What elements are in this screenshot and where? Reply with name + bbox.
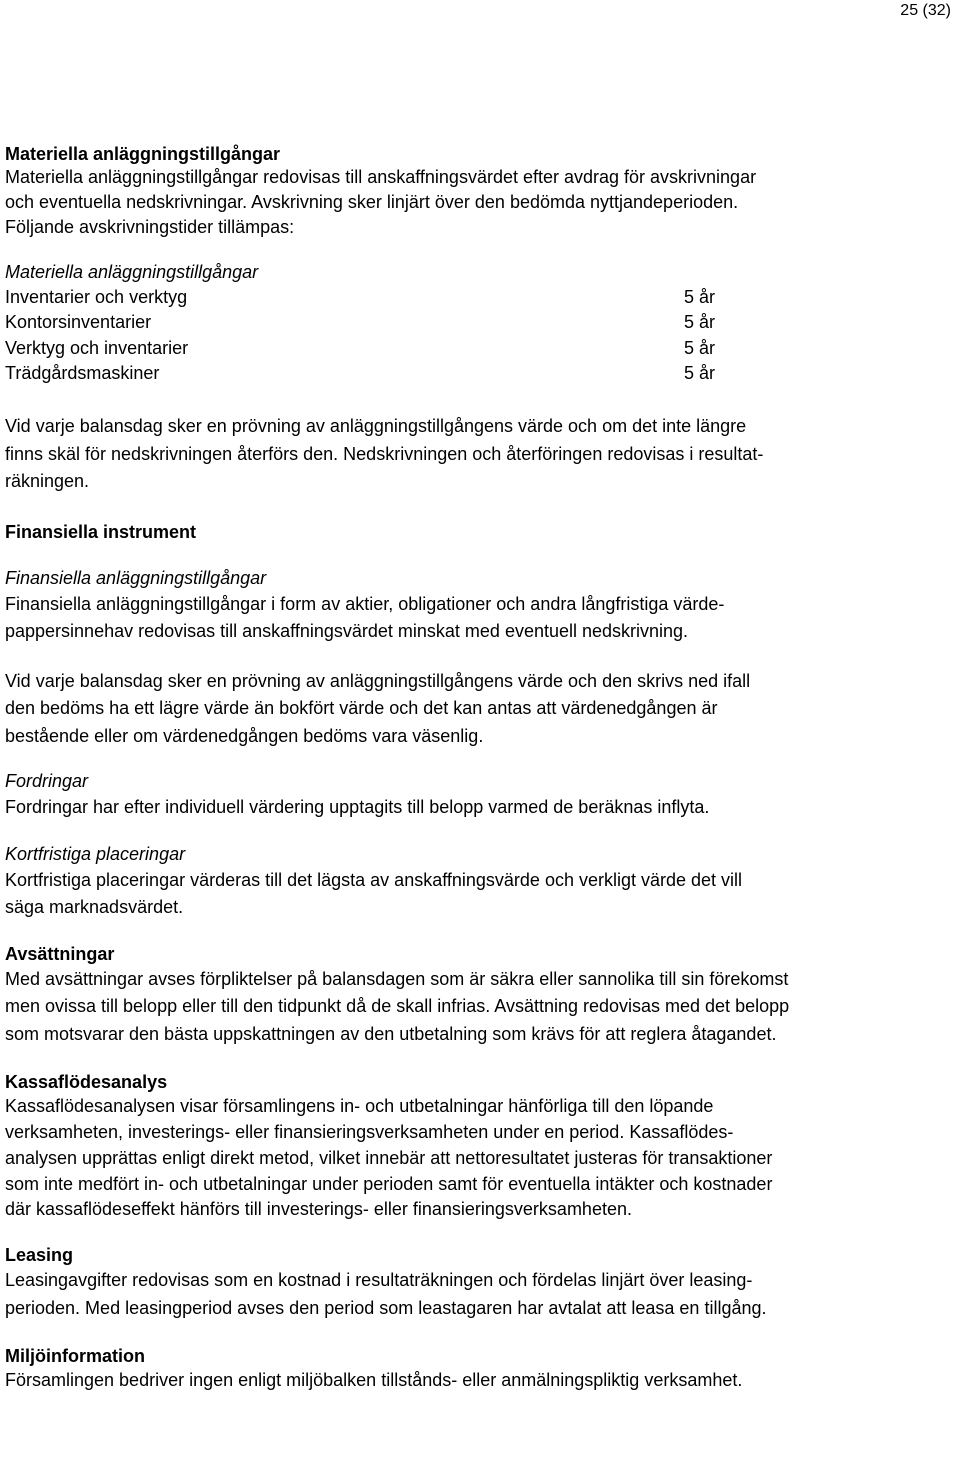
- paragraph-finansiella-impairment: Vid varje balansdag sker en prövning av anläggningstillgångens värde och den skrivs ned ifall den bedöms ha ett lägre värde än bokfört värde och det kan antas att värdenedgången är bestående eller om värdenedgången bedöms vara väsenlig.: [5, 670, 751, 746]
- subheading-fordringar: Fordringar: [5, 771, 89, 792]
- heading-leasing: Leasing: [5, 1245, 74, 1266]
- page-number: 25 (32): [900, 2, 951, 19]
- paragraph-finansiella: Finansiella anläggningstillgångar i form av aktier, obligationer och andra långfristiga värde- pappersinnehav redovisas till anskaffningsvärdet minskat med eventuell nedskrivning.: [5, 593, 725, 642]
- depreciation-row: Kontorsinventarier 5 år: [5, 312, 715, 333]
- depreciation-row: Trädgårdsmaskiner 5 år: [5, 362, 715, 383]
- paragraph-fordringar: Fordringar har efter individuell värdering upptagits till belopp varmed de beräknas inflyta.: [5, 797, 710, 818]
- subheading-finansiella: Finansiella anläggningstillgångar: [5, 567, 267, 588]
- document-body: [5, 143, 945, 1393]
- subheading-kortfristiga: Kortfristiga placeringar: [5, 843, 186, 864]
- paragraph-kortfristiga: Kortfristiga placeringar värderas till det lägsta av anskaffningsvärde och verkligt värde det vill säga marknadsvärdet.: [5, 869, 743, 918]
- depreciation-row: Inventarier och verktyg 5 år: [5, 287, 715, 307]
- heading-finansiella: Finansiella instrument: [5, 521, 197, 542]
- paragraph-leasing: Leasingavgifter redovisas som en kostnad i resultaträkningen och fördelas linjärt över leasing- perioden. Med leasingperiod avses den period som leastagaren har avtalat att leasa en tillgång.: [5, 1270, 767, 1318]
- heading-avsattningar: Avsättningar: [5, 943, 115, 964]
- heading-miljo: Miljöinformation: [5, 1346, 145, 1367]
- heading-materiella: Materiella anläggningstillgångar: [5, 144, 281, 164]
- paragraph-materiella: Materiella anläggningstillgångar redovisas till anskaffningsvärdet efter avdrag för avskrivningar och eventuella nedskrivningar. Avskrivning sker linjärt över den bedömda nyttjandeperioden. Följande avskrivningstider tillämpas:: [5, 167, 757, 237]
- depreciation-row: Verktyg och inventarier 5 år: [5, 337, 715, 358]
- paragraph-kassaflode: Kassaflödesanalysen visar församlingens in- och utbetalningar hänförliga till den löpande verksamheten, investerings- eller finansieringsverksamheten under en period. Kassaflödes- analysen upprättas enligt direkt metod, vilket innebär att nettoresultatet justeras för transaktioner som inte medfört in- och utbetalningar under perioden samt för eventuella intäkter och kostnader där kassaflödeseffekt hänförs till investerings- eller finansieringsverksamheten.: [5, 1096, 773, 1220]
- heading-kassaflode: Kassaflödesanalys: [5, 1072, 168, 1093]
- depreciation-table: [5, 285, 715, 386]
- paragraph-materiella-impairment: Vid varje balansdag sker en prövning av anläggningstillgångens värde och om det inte längre finns skäl för nedskrivningen återförs den. Nedskrivningen och återföringen redovisas i resultat- räkningen.: [5, 416, 764, 492]
- depreciation-table-title: Materiella anläggningstillgångar: [5, 262, 259, 282]
- paragraph-miljo: Församlingen bedriver ingen enligt miljöbalken tillstånds- eller anmälningspliktig verksamhet.: [5, 1370, 743, 1391]
- paragraph-avsattningar: Med avsättningar avses förpliktelser på balansdagen som är säkra eller sannolika till sin förekomst men ovissa till belopp eller till den tidpunkt då de skall infrias. Avsättning redovisas med det belopp som motsvarar den bästa uppskattningen av den utbetalning som krävs för att reglera åtagandet.: [5, 968, 790, 1044]
